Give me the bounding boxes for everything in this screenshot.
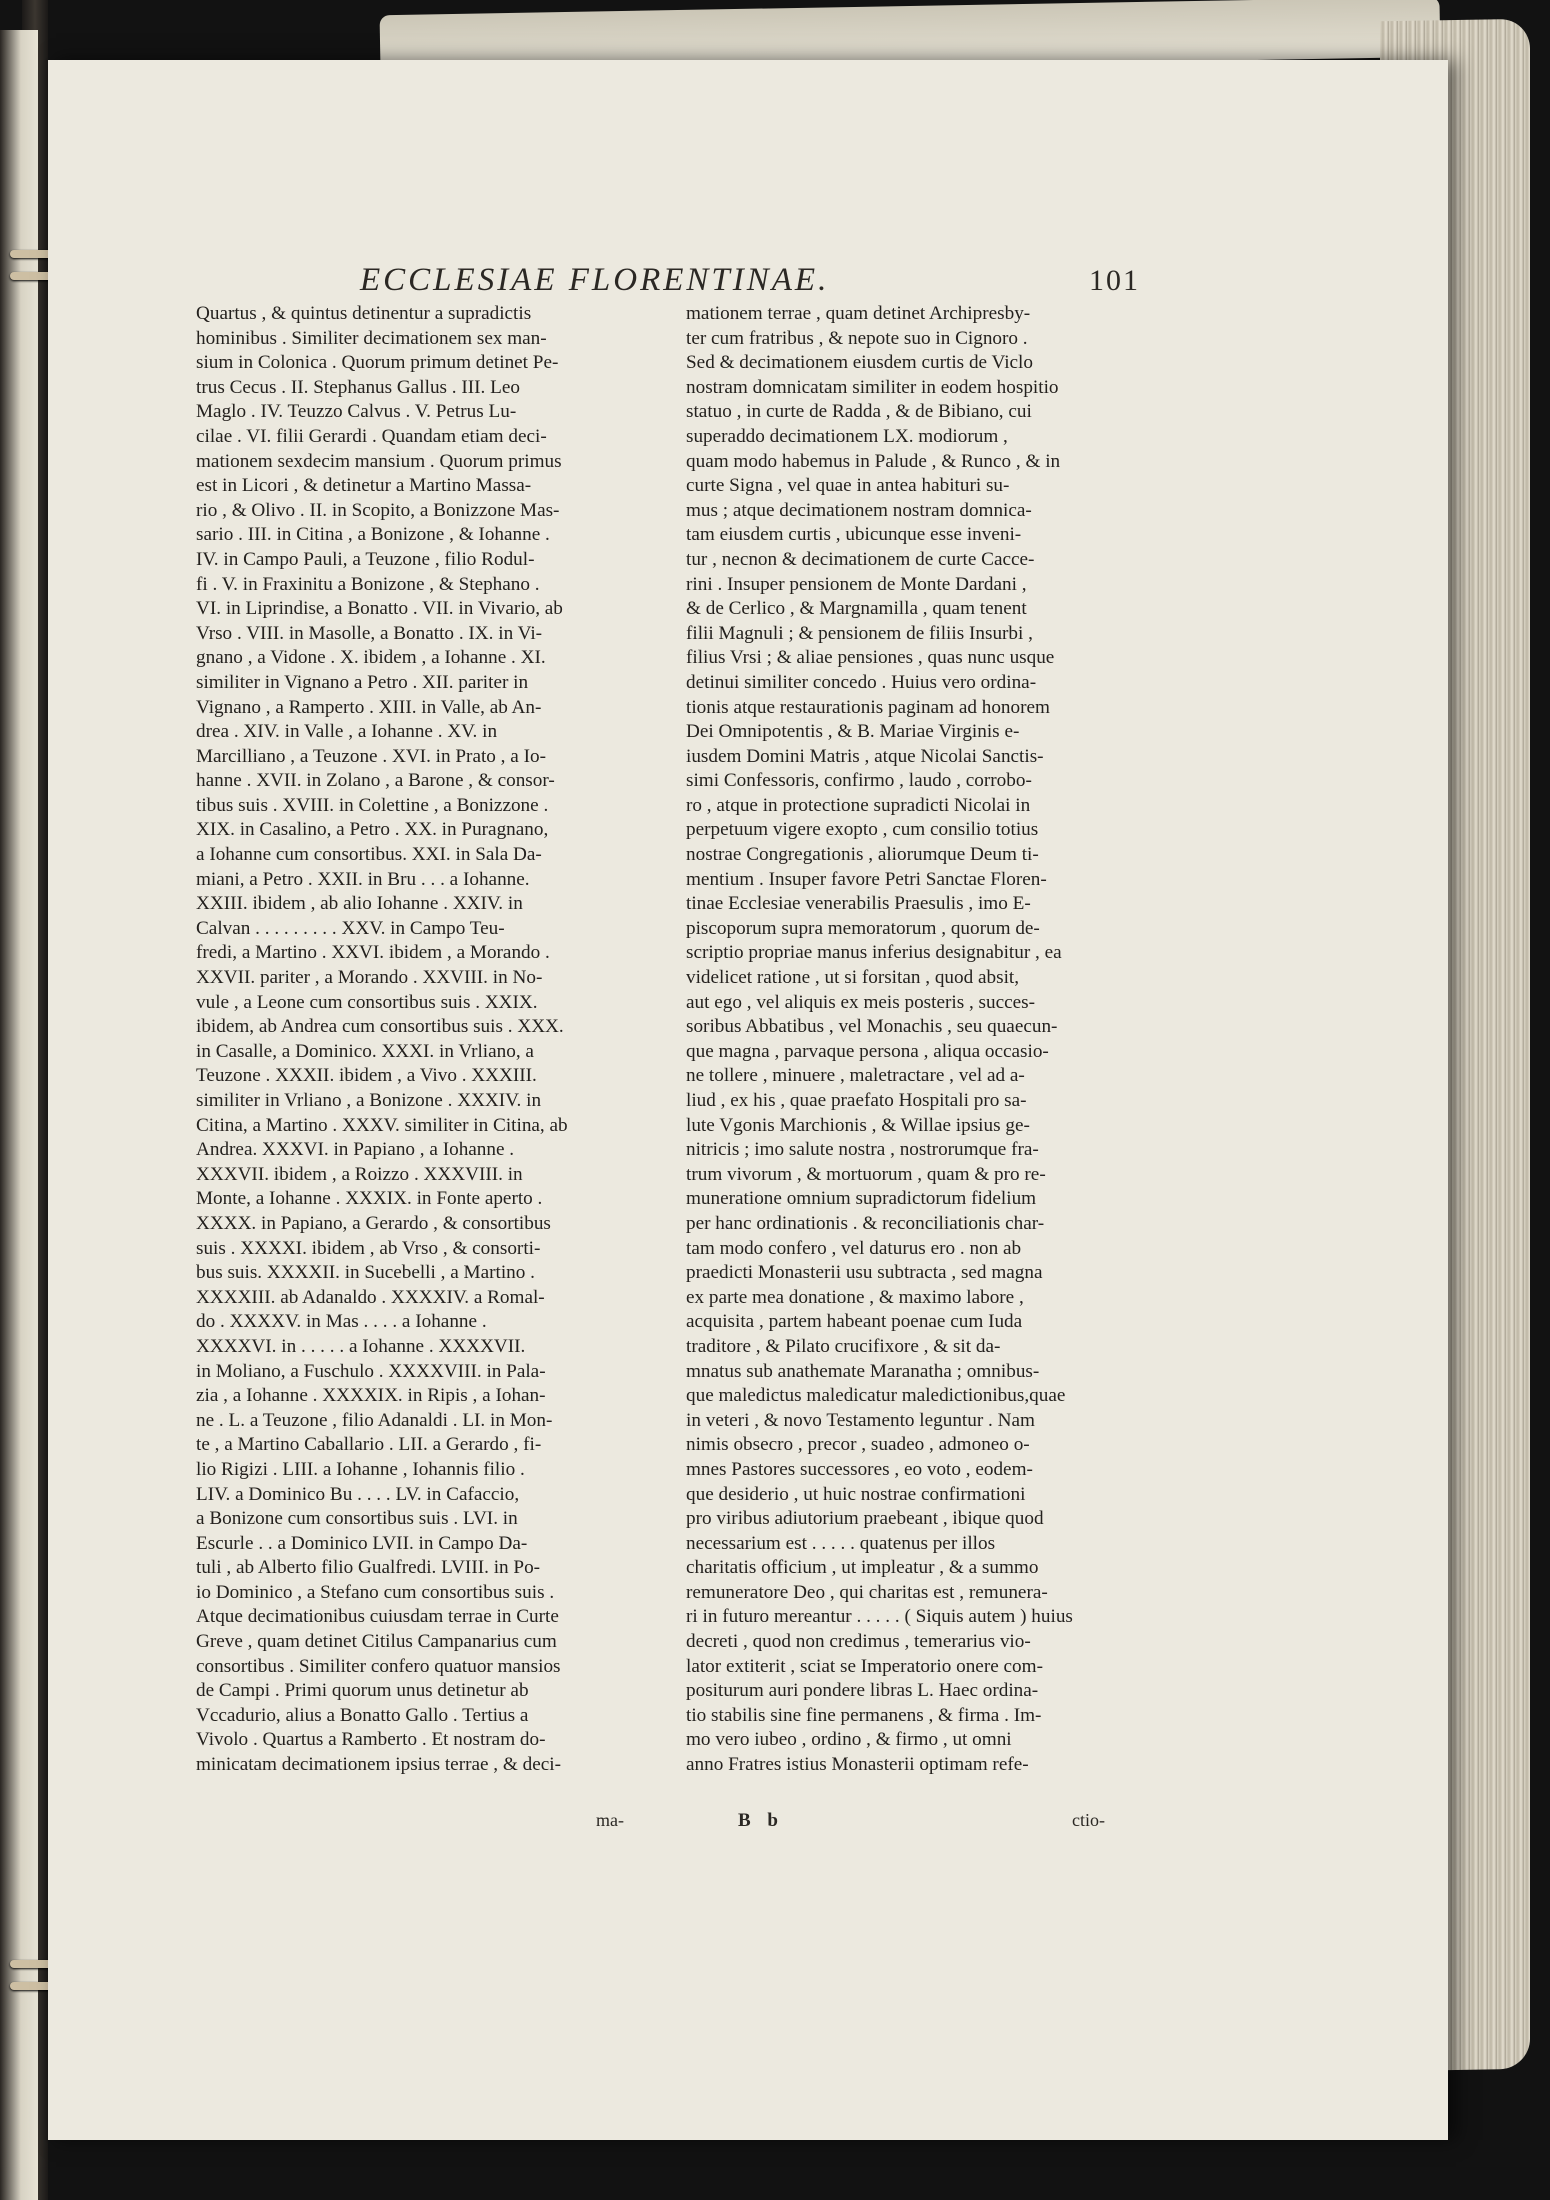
text-line: simi Confessoris, confirmo , laudo , corrobo- [686,770,1032,792]
text-line: XXVII. pariter , a Morando . XXVIII. in No- [196,967,543,989]
text-line: detinui similiter concedo . Huius vero ordina- [686,671,1037,693]
text-line: remuneratore Deo , qui charitas est , remunera- [686,1581,1048,1603]
text-line: mentium . Insuper favore Petri Sanctae Floren- [686,868,1047,890]
text-line: Sed & decimationem eiusdem curtis de Viclo [686,352,1033,374]
text-line: tam eiusdem curtis , ubicunque esse inveni- [686,524,1022,546]
text-line: a Bonizone cum consortibus suis . LVI. in [196,1508,518,1530]
text-line: minicatam decimationem ipsius terrae , & deci- [196,1754,561,1776]
text-line: Citina, a Martino . XXXV. similiter in Citina, ab [196,1114,568,1136]
text-line: drea . XIV. in Valle , a Iohanne . XV. in [196,721,498,743]
text-line: tio stabilis sine fine permanens , & firma . Im- [686,1704,1042,1726]
text-line: nimis obsecro , precor , suadeo , admoneo o- [686,1434,1030,1456]
text-line: positurum auri pondere libras L. Haec ordina- [686,1680,1039,1702]
text-line: Vrso . VIII. in Masolle, a Bonatto . IX. in Vi- [196,622,543,644]
text-line: aut ego , vel aliquis ex meis posteris , succes- [686,991,1036,1013]
text-line: in Moliano, a Fuschulo . XXXXVIII. in Pala- [196,1360,546,1382]
text-line: Teuzone . XXXII. ibidem , a Vivo . XXXIII. [196,1065,537,1087]
text-line: filius Vrsi ; & aliae pensiones , quas nunc usque [686,647,1055,669]
text-line: similiter in Vignano a Petro . XII. pariter in [196,671,529,693]
text-line: Vccadurio, alius a Bonatto Gallo . Tertius a [196,1704,529,1726]
text-line: LIV. a Dominico Bu . . . . LV. in Cafaccio, [196,1483,520,1505]
text-line: mnes Pastores successores , eo voto , eodem- [686,1458,1033,1480]
text-line: acquisita , partem habeant poenae cum Iuda [686,1311,1023,1333]
text-line: rini . Insuper pensionem de Monte Dardani , [686,573,1027,595]
text-line: VI. in Liprindise, a Bonatto . VII. in Vivario, ab [196,598,563,620]
text-line: lute Vgonis Marchionis , & Willae ipsius ge- [686,1114,1030,1136]
left-text-column [196,302,670,1778]
running-title: ECCLESIAE FLORENTINAE. [360,262,830,298]
text-line: Calvan . . . . . . . . . XXV. in Campo Teu- [196,917,505,939]
text-line: cilae . VI. filii Gerardi . Quandam etiam deci- [196,425,547,447]
text-line: est in Licori , & detinetur a Martino Massa- [196,475,532,497]
text-line: XXIII. ibidem , ab alio Iohanne . XXIV. in [196,893,523,915]
text-line: do . XXXXV. in Mas . . . . a Iohanne . [196,1311,487,1333]
text-line: curte Signa , vel quae in antea habituri su- [686,475,1010,497]
text-line: nostrae Congregationis , aliorumque Deum ti- [686,844,1039,866]
text-line: anno Fratres istius Monasterii optimam refe- [686,1754,1029,1776]
text-line: ibidem, ab Andrea cum consortibus suis . XXX. [196,1016,564,1038]
text-line: Monte, a Iohanne . XXXIX. in Fonte aperto . [196,1188,543,1210]
text-line: similiter in Vrliano , a Bonizone . XXXIV. in [196,1090,542,1111]
text-line: miani, a Petro . XXII. in Bru . . . a Iohanne. [196,868,530,890]
text-line: XIX. in Casalino, a Petro . XX. in Puragnano, [196,819,549,841]
text-line: suis . XXXXI. ibidem , ab Vrso , & consorti- [196,1237,541,1259]
text-line: Atque decimationibus cuiusdam terrae in Curte [196,1606,559,1628]
text-line: a Iohanne cum consortibus. XXI. in Sala Da- [196,844,542,866]
text-line: tam modo confero , vel daturus ero . non ab [686,1237,1022,1259]
text-line: lio Rigizi . LIII. a Iohanne , Iohannis filio . [196,1458,525,1480]
text-line: que magna , parvaque persona , aliqua occasio- [686,1040,1049,1062]
text-line: Maglo . IV. Teuzzo Calvus . V. Petrus Lu- [196,401,517,423]
text-line: mationem terrae , quam detinet Archipresby- [686,303,1031,324]
text-line: trus Cecus . II. Stephanus Gallus . III. Leo [196,376,520,398]
text-line: XXXXVI. in . . . . . a Iohanne . XXXXVII. [196,1335,526,1357]
text-line: fredi, a Martino . XXVI. ibidem , a Morando . [196,942,550,964]
text-line: per hanc ordinationis . & reconciliationis char- [686,1212,1045,1234]
text-line: fi . V. in Fraxinitu a Bonizone , & Stephano . [196,573,540,595]
text-line: gnano , a Vidone . X. ibidem , a Iohanne . XI. [196,647,546,669]
text-line: charitatis officium , ut impleatur , & a summo [686,1557,1039,1579]
text-line: Marcilliano , a Teuzone . XVI. in Prato , a Io- [196,745,546,767]
text-line: quam modo habemus in Palude , & Runco , & in [686,450,1061,472]
text-line: ter cum fratribus , & nepote suo in Cignoro . [686,327,1028,349]
text-line: Greve , quam detinet Citilus Campanarius cum [196,1631,557,1653]
text-line: IV. in Campo Pauli, a Teuzone , filio Rodul- [196,548,535,570]
text-line: sario . III. in Citina , a Bonizone , & Iohanne . [196,524,550,546]
page-number: 101 [1089,264,1140,297]
text-line: rio , & Olivo . II. in Scopito, a Bonizzone Mas- [196,499,560,521]
text-line: tionis atque restaurationis paginam ad honorem [686,696,1050,718]
text-line: vule , a Leone cum consortibus suis . XXIX. [196,991,538,1013]
text-line: Dei Omnipotentis , & B. Mariae Virginis e- [686,721,1020,743]
text-line: mationem sexdecim mansium . Quorum primus [196,450,562,472]
text-line: ne tollere , minuere , maletractare , vel ad a- [686,1065,1025,1087]
text-line: in Casalle, a Dominico. XXXI. in Vrliano, a [196,1040,534,1062]
text-line: mus ; atque decimationem nostram domnica- [686,499,1032,521]
text-line: mo vero iubeo , ordino , & firmo , ut omni [686,1729,1012,1751]
text-line: Andrea. XXXVI. in Papiano , a Iohanne . [196,1139,515,1161]
text-line: nostram domnicatam similiter in eodem hospitio [686,376,1059,398]
text-line: sium in Colonica . Quorum primum detinet Pe- [196,352,559,374]
running-head [360,262,1140,302]
catchword-left: ma- [596,1810,624,1830]
text-line: muneratione omnium supradictorum fidelium [686,1188,1037,1210]
text-line: superaddo decimationem LX. modiorum , [686,425,1008,447]
text-line: perpetuum vigere exopto , cum consilio totius [686,819,1039,841]
text-line: consortibus . Similiter confero quatuor mansios [196,1655,561,1677]
text-line: tibus suis . XVIII. in Colettine , a Bonizzone . [196,794,549,816]
text-line: Vignano , a Ramperto . XIII. in Valle, ab An- [196,696,542,718]
text-line: XXXX. in Papiano, a Gerardo , & consortibus [196,1212,551,1234]
text-line: tur , necnon & decimationem de curte Cacce- [686,548,1035,570]
text-line: de Campi . Primi quorum unus detinetur ab [196,1680,529,1702]
text-line: zia , a Iohanne . XXXXIX. in Ripis , a Iohan- [196,1385,546,1407]
text-line: Escurle . . a Dominico LVII. in Campo Da- [196,1532,528,1554]
signature-mark: B b [738,1810,784,1831]
text-line: ro , atque in protectione supradicti Nicolai in [686,794,1031,816]
text-line: hanne . XVII. in Zolano , a Barone , & consor- [196,770,555,792]
text-line: Quartus , & quintus detinentur a supradictis [196,303,532,324]
text-line: ne . L. a Teuzone , filio Adanaldi . LI. in Mon- [196,1409,553,1431]
text-line: ri in futuro mereantur . . . . . ( Siquis autem ) huius [686,1606,1073,1628]
text-line: videlicet ratione , ut si forsitan , quod absit, [686,967,1020,989]
text-line: liud , ex his , quae praefato Hospitali pro sa- [686,1090,1027,1111]
text-line: necessarium est . . . . . quatenus per illos [686,1532,996,1554]
text-line: decreti , quod non credimus , temerarius vio- [686,1631,1031,1653]
text-line: XXXVII. ibidem , a Roizzo . XXXVIII. in [196,1163,523,1185]
text-line: piscoporum supra memoratorum , quorum de- [686,917,1040,939]
text-line: io Dominico , a Stefano cum consortibus suis . [196,1581,555,1603]
text-line: iusdem Domini Matris , atque Nicolai Sanctis- [686,745,1044,767]
text-line: scriptio propriae manus inferius designabitur , ea [686,942,1062,964]
text-line: bus suis. XXXXII. in Sucebelli , a Martino . [196,1262,535,1284]
text-line: lator extiterit , sciat se Imperatorio onere com- [686,1655,1043,1677]
text-line: Vivolo . Quartus a Ramberto . Et nostram do- [196,1729,546,1751]
text-line: in veteri , & novo Testamento leguntur . Nam [686,1409,1035,1431]
text-line: trum vivorum , & mortuorum , quam & pro re- [686,1163,1046,1185]
text-line: filii Magnuli ; & pensionem de filiis Insurbi , [686,622,1033,644]
right-text-column [686,302,1148,1778]
text-line: praedicti Monasterii usu subtracta , sed magna [686,1262,1043,1284]
text-line: ex parte mea donatione , & maximo labore , [686,1286,1024,1308]
text-line: XXXXIII. ab Adanaldo . XXXXIV. a Romal- [196,1286,545,1308]
text-line: que desiderio , ut huic nostrae confirmationi [686,1483,1026,1505]
text-line: te , a Martino Caballario . LII. a Gerardo , fi- [196,1434,542,1456]
text-line: tinae Ecclesiae venerabilis Praesulis , imo E- [686,893,1031,915]
text-line: mnatus sub anathemate Maranatha ; omnibus- [686,1360,1040,1382]
text-line: pro viribus adiutorium praebeant , ibique quod [686,1508,1044,1530]
left-page-edge [0,30,38,2200]
text-line: que maledictus maledicatur maledictionibus,quae [686,1385,1066,1407]
catchword-right: ctio- [1072,1810,1105,1830]
text-line: statuo , in curte de Radda , & de Bibiano, cui [686,401,1032,423]
text-line: traditore , & Pilato crucifixore , & sit da- [686,1335,1001,1357]
text-line: & de Cerlico , & Margnamilla , quam tenent [686,598,1027,620]
text-line: tuli , ab Alberto filio Gualfredi. LVIII. in Po- [196,1557,541,1579]
text-line: hominibus . Similiter decimationem sex man- [196,327,547,349]
text-line: nitricis ; imo salute nostra , nostrorumque fra- [686,1139,1039,1161]
text-line: soribus Abbatibus , vel Monachis , seu quaecun- [686,1016,1058,1038]
